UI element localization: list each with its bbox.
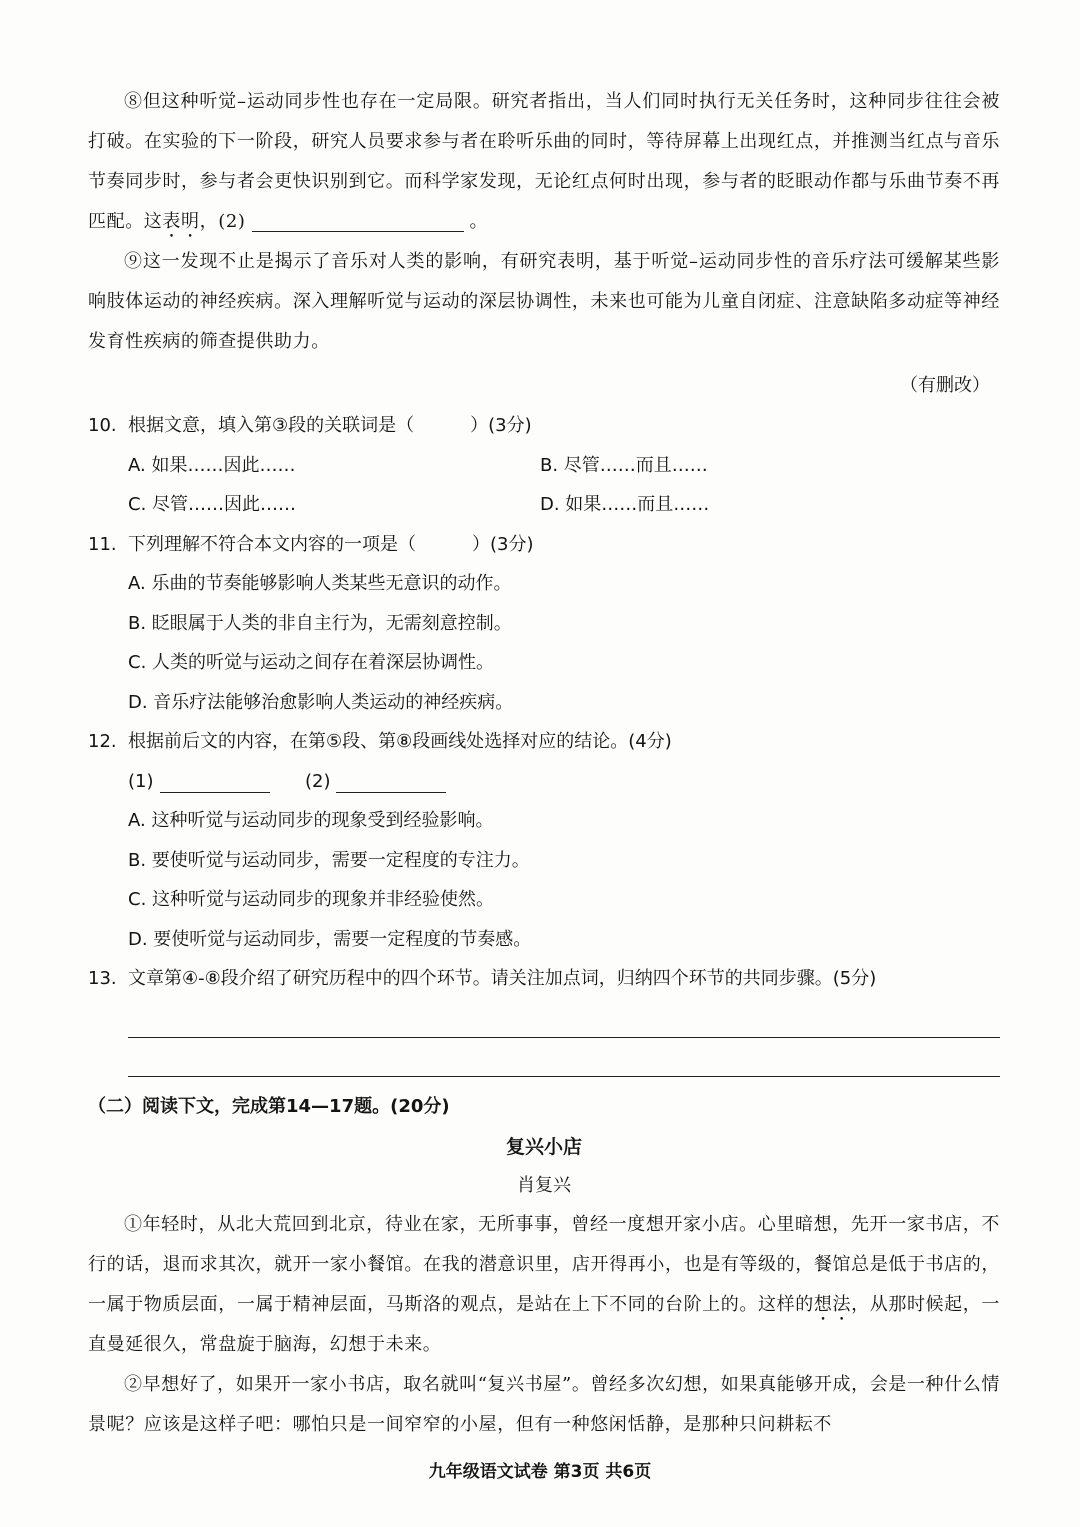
option-a[interactable]: A. 这种听觉与运动同步的现象受到经验影响。 bbox=[128, 810, 494, 831]
question-number: 10. bbox=[88, 415, 117, 436]
option-c[interactable]: C. 尽管……因此…… bbox=[128, 494, 297, 515]
paragraph-8-text: ⑧但这种听觉–运动同步性也存在一定局限。研究者指出，当人们同时执行无关任务时，这种同步往往会被打破。在实验的下一阶段，研究人员要求参与者在聆听乐曲的同时，等待屏幕上出现红点，并推测当红点与音乐节奏同步时，参与者会更快识别到它。而科学家发现，无论红点何时出现，参与者的眨眼动作都与乐曲节奏不再匹配。这 bbox=[88, 91, 1000, 232]
option-d[interactable]: D. 要使听觉与运动同步，需要一定程度的节奏感。 bbox=[128, 928, 532, 950]
revision-note: （有删改） bbox=[900, 375, 990, 396]
option-b[interactable]: B. 尽管……而且…… bbox=[540, 454, 708, 476]
article-paragraph-2: ②早想好了，如果开一家小书店，取名就叫“复兴书屋”。曾经多次幻想，如果真能够开成，会是一种什么情景呢？应该是这样子吧：哪怕只是一间窄窄的小屋，但有一种悠闲恬静，是那种只问耕耘不 bbox=[88, 1373, 1000, 1435]
answer-blank-1[interactable] bbox=[160, 792, 270, 793]
question-12 bbox=[88, 722, 1000, 959]
paragraph-8-tail: ，(2) bbox=[199, 211, 246, 232]
paragraph-8-end: 。 bbox=[469, 211, 489, 232]
question-stem: 根据文意，填入第③段的关联词是（ bbox=[128, 415, 415, 436]
article-title: 复兴小店 bbox=[505, 1135, 582, 1158]
question-13 bbox=[88, 959, 1000, 1077]
answer-line-1[interactable] bbox=[128, 999, 1000, 1038]
option-b[interactable]: B. 眨眼属于人类的非自主行为，无需刻意控制。 bbox=[128, 612, 512, 634]
page-footer: 九年级语文试卷 第3页 共6页 bbox=[428, 1462, 652, 1482]
option-a[interactable]: A. 乐曲的节奏能够影响人类某些无意识的动作。 bbox=[128, 573, 512, 594]
blank-label-1: (1) bbox=[128, 770, 154, 792]
article-paragraph-1-tail: ，从那时候起，一直曼延很久，常盘旋于脑海，幻想于未来。 bbox=[88, 1293, 1000, 1355]
answer-line-2[interactable] bbox=[128, 1038, 1000, 1077]
question-number: 12. bbox=[88, 731, 117, 752]
paragraph-8 bbox=[88, 82, 1000, 242]
option-c[interactable]: C. 这种听觉与运动同步的现象并非经验使然。 bbox=[128, 889, 495, 910]
option-d[interactable]: D. 音乐疗法能够治愈影响人类运动的神经疾病。 bbox=[128, 691, 514, 713]
answer-blank-2[interactable] bbox=[252, 231, 464, 232]
option-d[interactable]: D. 如果……而且…… bbox=[540, 494, 710, 515]
exam-page bbox=[88, 82, 1000, 1445]
article-paragraph-1-text: ①年轻时，从北大荒回到北京，待业在家，无所事事，曾经一度想开家小店。心里暗想，先开一家书店，不行的话，退而求其次，就开一家小餐馆。在我的潜意识里，店开得再小，也是有等级的，餐馆总是低于书店的，一属于物质层面，一属于精神层面，马斯洛的观点，是站在上下不同的台阶上的。这样的 bbox=[88, 1213, 1000, 1315]
emphasized-word: 表明 bbox=[162, 211, 200, 232]
question-stem: 根据前后文的内容，在第⑤段、第⑧段画线处选择对应的结论。(4分) bbox=[128, 731, 672, 752]
question-score: ）(3分) bbox=[470, 415, 532, 436]
emphasized-word: 想法 bbox=[813, 1293, 852, 1315]
option-b[interactable]: B. 要使听觉与运动同步，需要一定程度的专注力。 bbox=[128, 849, 530, 871]
answer-blank-2[interactable] bbox=[336, 792, 446, 793]
answer-blanks-row bbox=[88, 762, 1000, 802]
question-number: 13. bbox=[88, 968, 117, 989]
article-paragraph-1 bbox=[88, 1205, 1000, 1365]
section-2-title: （二）阅读下文，完成第14—17题。(20分) bbox=[88, 1095, 450, 1117]
question-score: ）(3分) bbox=[472, 533, 534, 555]
paragraph-9: ⑨这一发现不止是揭示了音乐对人类的影响，有研究表明，基于听觉–运动同步性的音乐疗法可缓解某些影响肢体运动的神经疾病。深入理解听觉与运动的深层协调性，未来也可能为儿童自闭症、注意缺陷多动症等神经发育性疾病的筛查提供助力。 bbox=[88, 251, 1000, 352]
question-10 bbox=[88, 406, 1000, 525]
option-a[interactable]: A. 如果……因此…… bbox=[128, 454, 296, 476]
question-stem: 文章第④-⑧段介绍了研究历程中的四个环节。请关注加点词，归纳四个环节的共同步骤。(5分) bbox=[128, 968, 877, 989]
question-stem: 下列理解不符合本文内容的一项是（ bbox=[128, 533, 416, 555]
option-c[interactable]: C. 人类的听觉与运动之间存在着深层协调性。 bbox=[128, 652, 495, 673]
article-author: 肖复兴 bbox=[517, 1174, 571, 1196]
question-11 bbox=[88, 525, 1000, 723]
question-number: 11. bbox=[88, 533, 117, 555]
blank-label-2: (2) bbox=[304, 770, 331, 792]
